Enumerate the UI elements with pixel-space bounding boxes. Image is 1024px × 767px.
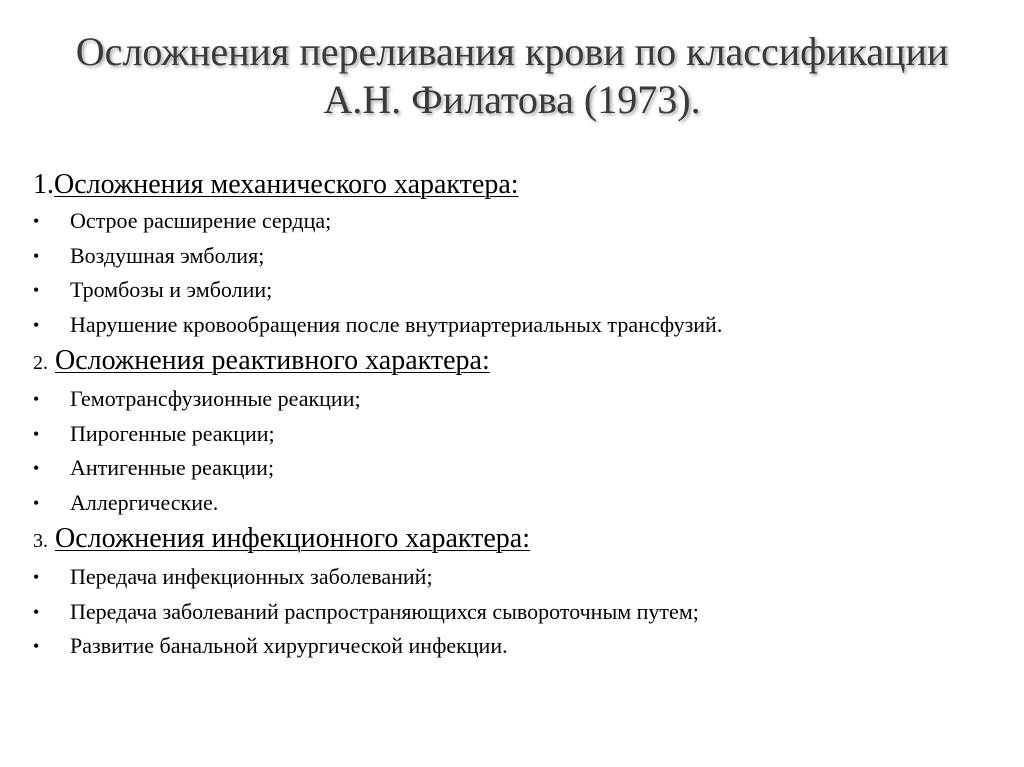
- section-reactive: [33, 344, 993, 520]
- list-item-text: Передача заболеваний распространяющихся сывороточным путем;: [70, 598, 699, 624]
- list-item: [33, 417, 993, 452]
- bullet-icon: •: [33, 211, 40, 231]
- list-item: [33, 273, 993, 308]
- bullet-icon: •: [33, 458, 40, 478]
- section-heading-text: Осложнения механического характера:: [54, 169, 519, 200]
- title-line-2: А.Н. Филатова (1973).: [323, 77, 701, 122]
- bullet-icon: •: [33, 492, 40, 513]
- bullet-icon: •: [33, 314, 40, 335]
- list-item: [33, 382, 993, 417]
- list-item-text: Антигенные реакции;: [70, 455, 275, 480]
- list-item: [33, 486, 993, 521]
- list-item: [33, 560, 993, 595]
- section-heading-text: Осложнения инфекционного характера:: [55, 523, 530, 554]
- slide-content: [33, 166, 993, 664]
- section-heading: [33, 168, 993, 202]
- bullet-icon: •: [33, 636, 40, 656]
- section-heading: [33, 522, 993, 558]
- list-item: [33, 239, 993, 274]
- list-item-text: Передача инфекционных заболеваний;: [70, 564, 433, 589]
- list-item-text: Гемотрансфузионные реакции;: [70, 386, 361, 411]
- slide-title: [0, 28, 1024, 124]
- list-item-text: Воздушная эмболия;: [70, 242, 265, 268]
- list-item-text: Острое расширение сердца;: [70, 208, 332, 233]
- list-item: [33, 204, 993, 239]
- title-line-1: Осложнения переливания крови по классификации: [75, 29, 949, 74]
- bullet-icon: •: [33, 567, 40, 587]
- list-item-text: Развитие банальной хирургической инфекции.: [70, 633, 508, 658]
- list-item: [33, 595, 993, 630]
- section-list: [33, 560, 993, 664]
- list-item-text: Тромбозы и эмболии;: [70, 277, 273, 302]
- section-list: [33, 382, 993, 520]
- bullet-icon: •: [33, 389, 40, 409]
- section-number: 2.: [33, 352, 48, 374]
- list-item: [33, 308, 993, 343]
- list-item-text: Пирогенные реакции;: [70, 420, 275, 446]
- bullet-icon: •: [33, 280, 40, 300]
- section-number: 3.: [33, 530, 48, 552]
- bullet-icon: •: [33, 601, 40, 622]
- bullet-icon: •: [33, 423, 40, 444]
- section-heading: [33, 344, 993, 380]
- section-mechanical: [33, 168, 993, 342]
- section-number: 1.: [33, 169, 54, 200]
- list-item-text: Аллергические.: [70, 489, 219, 515]
- section-infectious: [33, 522, 993, 664]
- list-item: [33, 629, 993, 664]
- bullet-icon: •: [33, 245, 40, 266]
- section-heading-text: Осложнения реактивного характера:: [55, 345, 490, 376]
- section-list: [33, 204, 993, 342]
- list-item-text: Нарушение кровообращения после внутриартериальных трансфузий.: [70, 311, 723, 337]
- list-item: [33, 451, 993, 486]
